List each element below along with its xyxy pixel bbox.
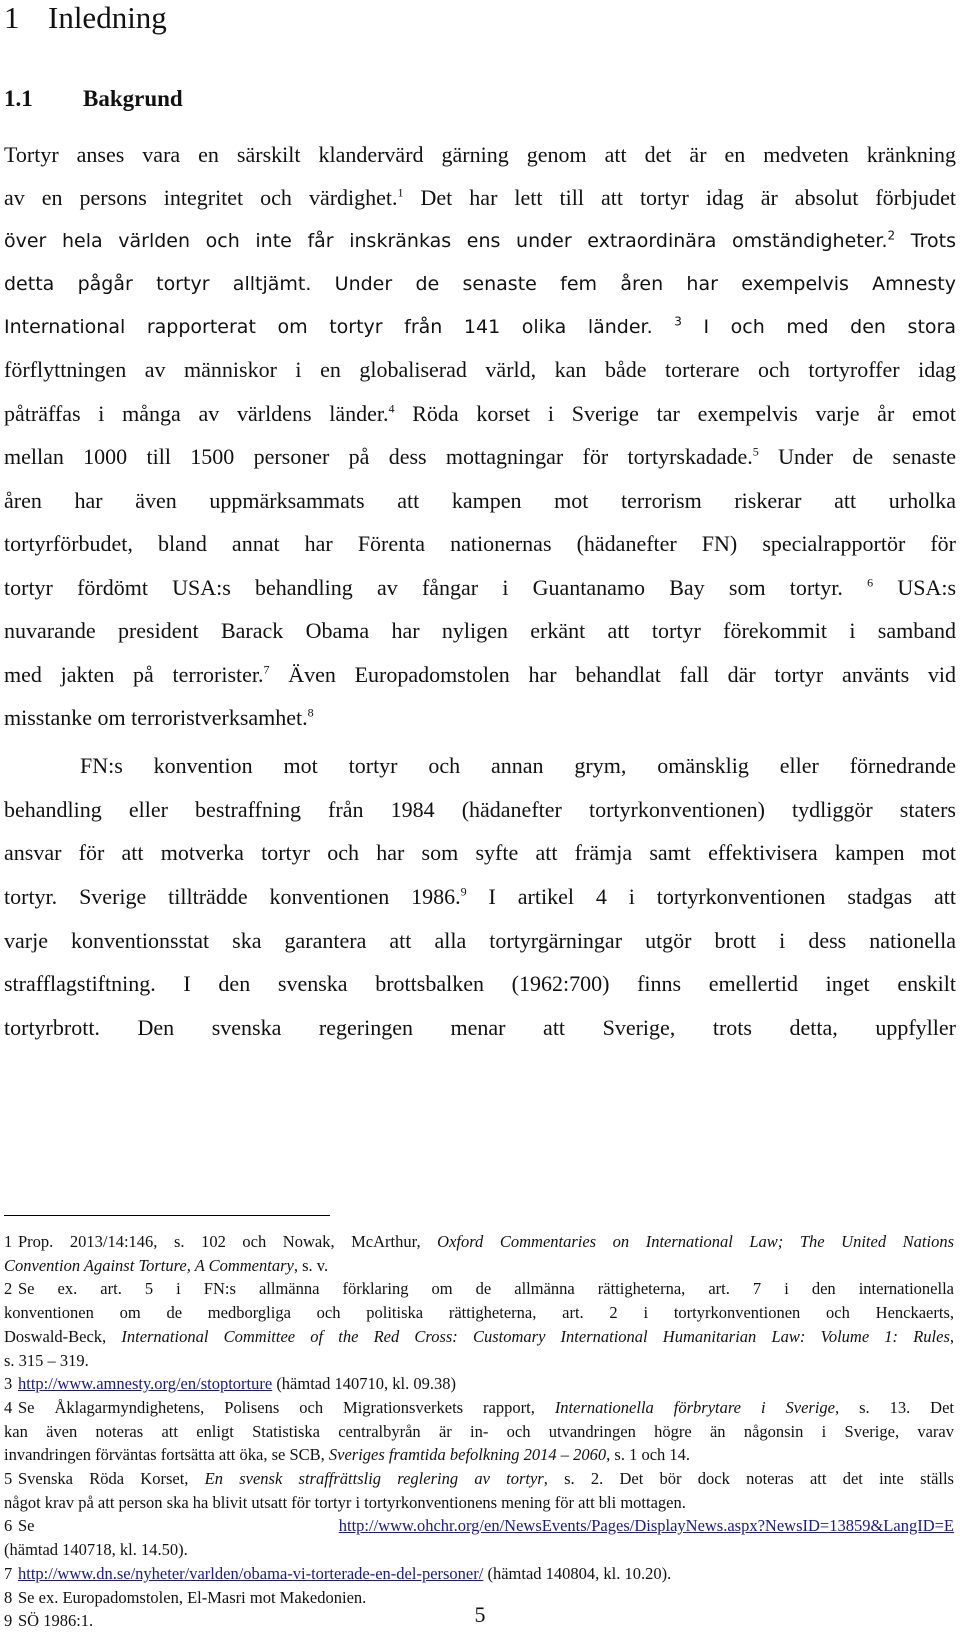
footnote-reference[interactable]: 4	[388, 401, 395, 416]
paragraph-1-line: mellan 1000 till 1500 personer på dess mottagningar för tortyrskadade.$^5$ Under de senaste	[4, 444, 956, 469]
footnote-9-line: 9 SÖ 1986:1.	[4, 1609, 954, 1633]
footnote-reference[interactable]: 1	[397, 185, 404, 200]
footnote-marker: 5	[4, 1469, 13, 1488]
paragraph-1-line: nuvarande president Barack Obama har nyligen erkänt att tortyr förekommit i samband	[4, 618, 956, 643]
footnote-link[interactable]: http://www.amnesty.org/en/stoptorture	[18, 1374, 273, 1393]
footnote-2-line: konventionen om de medborgliga och politiska rättigheterna, art. 2 i tortyrkonventionen och Henckaerts,	[4, 1303, 954, 1322]
chapter-title: Inledning	[48, 0, 167, 35]
footnote-separator	[4, 1215, 330, 1216]
footnote-reference[interactable]: 3	[674, 314, 682, 329]
footnote-2-line: Doswald-Beck, International Committee of the Red Cross: Customary International Humanitarian Law: Volume 1: Rules,	[4, 1327, 955, 1346]
footnote-link[interactable]: http://www.ohchr.org/en/NewsEvents/Pages/DisplayNews.aspx?NewsID=13859&LangID=E	[338, 1516, 954, 1535]
paragraph-1-line: detta pågår tortyr alltjämt. Under de senaste fem åren har exempelvis Amnesty	[4, 273, 956, 295]
chapter-number: 1	[4, 0, 20, 35]
paragraph-2-line: behandling eller bestraffning från 1984 (hädanefter tortyrkonventionen) tydliggör staters	[4, 797, 956, 822]
footnote-7-line: 7 http://www.dn.se/nyheter/varlden/obama-vi-torterade-en-del-personer/ (hämtad 140804, kl. 10.20).	[4, 1562, 954, 1586]
paragraph-2-line: tortyr. Sverige tillträdde konventionen 1986.$^9$ I artikel 4 i tortyrkonventionen stadgas att	[4, 884, 956, 909]
footnote-marker: 1	[4, 1232, 13, 1251]
footnote-marker: 4	[4, 1398, 13, 1417]
paragraph-2-line: strafflagstiftning. I den svenska brottsbalken (1962:700) finns emellertid inget enskilt	[4, 971, 956, 996]
paragraph-1-line: tortyr fördömt USA:s behandling av fångar i Guantanamo Bay som tortyr. $^6$ USA:s	[4, 575, 957, 600]
section-number: 1.1	[4, 86, 33, 111]
footnote-4-line: invandringen förväntas fortsätta att öka, se SCB, Sveriges framtida befolkning 2014 – 2060, s. 1 och 14.	[4, 1445, 691, 1464]
footnote-marker: 7	[4, 1564, 13, 1583]
paragraph-2-line: FN:s konvention mot tortyr och annan grym, omänsklig eller förnedrande	[80, 753, 956, 778]
footnote-reference[interactable]: 7	[263, 662, 270, 677]
section-title: Bakgrund	[83, 86, 183, 111]
paragraph-1-line: förflyttningen av människor i en globaliserad värld, kan både torterare och tortyroffer idag	[4, 357, 956, 382]
paragraph-2-line: ansvar för att motverka tortyr och har som syfte att främja samt effektivisera kampen mot	[4, 840, 956, 865]
footnote-marker: 2	[4, 1279, 13, 1298]
section-heading	[4, 84, 183, 114]
citation-title: Internationella förbrytare i Sverige	[554, 1398, 835, 1417]
paragraph-1-line: International rapporterat om tortyr från 141 olika länder. $^3$ I och med den stora	[4, 314, 956, 338]
citation-title: Sveriges framtida befolkning 2014 – 2060	[328, 1445, 607, 1464]
footnote-marker: 6	[4, 1516, 13, 1535]
footnote-marker: 9	[4, 1611, 13, 1630]
citation-title: Oxford Commentaries on International Law; The United Nations	[437, 1232, 954, 1251]
paragraph-1-line: påträffas i många av världens länder.$^4$ Röda korset i Sverige tar exempelvis varje år emot	[4, 401, 956, 426]
citation-title: En svensk straffrättslig reglering av tortyr	[204, 1469, 544, 1488]
footnote-6-line: (hämtad 140718, kl. 14.50).	[4, 1540, 188, 1559]
footnote-1-line: Convention Against Torture, A Commentary, s. v.	[4, 1256, 329, 1275]
paragraph-2-line: tortyrbrott. Den svenska regeringen menar att Sverige, trots detta, uppfyller	[4, 1015, 956, 1040]
footnote-4-line: 4 Se Åklagarmyndighetens, Polisens och Migrationsverkets rapport, Internationella förbrytare i Sverige, s. 13. Det	[4, 1396, 954, 1420]
paragraph-1-line: åren har även uppmärksammats att kampen mot terrorism riskerar att urholka	[4, 488, 956, 513]
footnote-1-line: 1 Prop. 2013/14:146, s. 102 och Nowak, McArthur, Oxford Commentaries on International Law; The United Nations	[4, 1230, 954, 1254]
footnote-4-line: kan även noteras att enligt Statistiska centralbyrån är in- och utvandringen högre än någonsin i Sverige, varav	[4, 1422, 954, 1441]
footnote-8-line: 8 Se ex. Europadomstolen, El-Masri mot Makedonien.	[4, 1586, 954, 1610]
paragraph-1-line: misstanke om terroristverksamhet.$^8$	[4, 705, 314, 730]
paragraph-1-line: med jakten på terrorister.$^7$ Även Europadomstolen har behandlat fall där tortyr använts vid	[4, 662, 956, 687]
footnote-link[interactable]: http://www.dn.se/nyheter/varlden/obama-vi-torterade-en-del-personer/	[18, 1564, 484, 1583]
page-number: 5	[474, 1602, 486, 1627]
footnote-reference[interactable]: 6	[867, 575, 874, 590]
paragraph-1-line: Tortyr anses vara en särskilt klandervärd gärning genom att det är en medveten kränkning	[4, 142, 956, 167]
footnote-reference[interactable]: 9	[460, 884, 467, 899]
footnote-reference[interactable]: 8	[307, 705, 314, 720]
citation-title: Convention Against Torture, A Commentary	[4, 1256, 294, 1275]
footnote-2-line: s. 315 – 319.	[4, 1351, 89, 1370]
chapter-heading	[4, 0, 167, 36]
paragraph-2-line: varje konventionsstat ska garantera att alla tortyrgärningar utgör brott i dess nationella	[4, 928, 956, 953]
paragraph-1-line: över hela världen och inte får inskränkas ens under extraordinära omständigheter.$^2$ Trots	[4, 228, 956, 252]
footnote-2-line: 2 Se ex. art. 5 i FN:s allmänna förklaring om de allmänna rättigheterna, art. 7 i den internationella	[4, 1277, 954, 1301]
footnote-5-line: 5 Svenska Röda Korset, En svensk straffrättslig reglering av tortyr, s. 2. Det bör dock noteras att det inte ställs	[4, 1467, 954, 1491]
footnote-5-line: något krav på att person ska ha blivit utsatt för tortyr i tortyrkonventionens mening för att bli mottagen.	[4, 1493, 686, 1512]
footnote-reference[interactable]: 2	[887, 228, 896, 243]
citation-title: International Committee of the Red Cross: Customary International Humanitarian Law: Volume 1: Rules	[121, 1327, 950, 1346]
footnote-marker: 3	[4, 1374, 13, 1393]
footnote-marker: 8	[4, 1588, 13, 1607]
paragraph-1-line: av en persons integritet och värdighet.$^1$ Det har lett till att tortyr idag är absolut förbjudet	[4, 185, 956, 210]
footnote-3-line: 3 http://www.amnesty.org/en/stoptorture (hämtad 140710, kl. 09.38)	[4, 1372, 954, 1396]
paragraph-1-line: tortyrförbudet, bland annat har Förenta nationernas (hädanefter FN) specialrapportör för	[4, 531, 956, 556]
footnote-reference[interactable]: 5	[752, 444, 759, 459]
footnote-6-line: 6 Se http://www.ohchr.org/en/NewsEvents/Pages/DisplayNews.aspx?NewsID=13859&LangID=E	[4, 1514, 954, 1538]
